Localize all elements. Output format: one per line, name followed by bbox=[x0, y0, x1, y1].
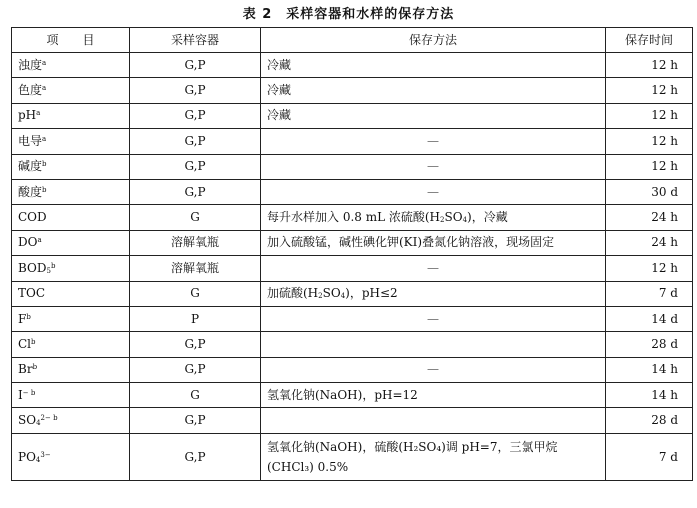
container-cell: 溶解氧瓶 bbox=[130, 256, 261, 281]
time-cell: 12 h bbox=[606, 53, 693, 78]
table-title: 表 2 采样容器和水样的保存方法 bbox=[242, 7, 455, 22]
table-row bbox=[12, 230, 693, 255]
preservation-table bbox=[11, 27, 693, 481]
time-cell: 7 d bbox=[606, 433, 693, 480]
method-cell: 氢氧化钠(NaOH)，pH=12 bbox=[261, 383, 606, 408]
table-row bbox=[12, 53, 693, 78]
container-cell: G,P bbox=[130, 154, 261, 179]
container-cell: G,P bbox=[130, 179, 261, 204]
container-cell: G bbox=[130, 383, 261, 408]
container-cell: G bbox=[130, 205, 261, 230]
table-row bbox=[12, 256, 693, 281]
item-cell: $BOD_5^b$ bbox=[12, 256, 130, 281]
table-row bbox=[12, 306, 693, 331]
item-cell: $I^{- b}$ bbox=[12, 383, 130, 408]
table-row bbox=[12, 357, 693, 382]
container-cell: G,P bbox=[130, 78, 261, 103]
method-cell bbox=[261, 332, 606, 357]
time-cell: 28 d bbox=[606, 408, 693, 433]
item-cell: $DO^a$ bbox=[12, 230, 130, 255]
time-cell: 12 h bbox=[606, 103, 693, 128]
time-cell: 12 h bbox=[606, 129, 693, 154]
method-cell: — bbox=[261, 179, 606, 204]
table-row bbox=[12, 408, 693, 433]
container-cell: G,P bbox=[130, 433, 261, 480]
header-container: 采样容器 bbox=[130, 28, 261, 53]
table-row bbox=[12, 281, 693, 306]
table-row bbox=[12, 433, 693, 480]
item-cell: COD bbox=[12, 205, 130, 230]
method-cell: 加入硫酸锰，碱性碘化钾(KI)叠氮化钠溶液，现场固定 bbox=[261, 230, 606, 255]
method-cell bbox=[261, 408, 606, 433]
time-cell: 24 h bbox=[606, 230, 693, 255]
table-row bbox=[12, 383, 693, 408]
container-cell: G,P bbox=[130, 129, 261, 154]
header-item: 项 目 bbox=[12, 28, 130, 53]
time-cell: 24 h bbox=[606, 205, 693, 230]
item-cell: 色度$^a$ bbox=[12, 78, 130, 103]
container-cell: 溶解氧瓶 bbox=[130, 230, 261, 255]
item-cell: Br$^b$ bbox=[12, 357, 130, 382]
time-cell: 28 d bbox=[606, 332, 693, 357]
time-cell: 12 h bbox=[606, 78, 693, 103]
item-cell: TOC bbox=[12, 281, 130, 306]
item-cell: 浊度$^a$ bbox=[12, 53, 130, 78]
method-cell: — bbox=[261, 154, 606, 179]
item-cell: 碱度$^b$ bbox=[12, 154, 130, 179]
method-cell: 加硫酸$(H_2SO_4)$，pH≤2 bbox=[261, 281, 606, 306]
method-cell: 冷藏 bbox=[261, 53, 606, 78]
table-row bbox=[12, 129, 693, 154]
header-time: 保存时间 bbox=[606, 28, 693, 53]
time-cell: 30 d bbox=[606, 179, 693, 204]
container-cell: G,P bbox=[130, 53, 261, 78]
method-cell: 氢氧化钠(NaOH)，硫酸(H₂SO₄)调 pH=7，三氯甲烷 (CHCl₃) 0.5% bbox=[261, 433, 606, 480]
header-method: 保存方法 bbox=[261, 28, 606, 53]
time-cell: 14 h bbox=[606, 383, 693, 408]
table-row bbox=[12, 179, 693, 204]
table-row bbox=[12, 78, 693, 103]
item-cell: $F^b$ bbox=[12, 306, 130, 331]
method-cell: 冷藏 bbox=[261, 78, 606, 103]
item-cell: Cl$^b$ bbox=[12, 332, 130, 357]
time-cell: 14 d bbox=[606, 306, 693, 331]
method-cell: — bbox=[261, 357, 606, 382]
table-row bbox=[12, 103, 693, 128]
table-row bbox=[12, 205, 693, 230]
item-cell: $SO_4^{2- b}$ bbox=[12, 408, 130, 433]
container-cell: G,P bbox=[130, 408, 261, 433]
table-row bbox=[12, 332, 693, 357]
item-cell: 酸度$^b$ bbox=[12, 179, 130, 204]
method-cell: — bbox=[261, 256, 606, 281]
item-cell: 电导$^a$ bbox=[12, 129, 130, 154]
container-cell: G,P bbox=[130, 357, 261, 382]
method-cell: 每升水样加入 0.8 mL 浓硫酸$(H_2SO_4)$，冷藏 bbox=[261, 205, 606, 230]
item-cell: $pH^a$ bbox=[12, 103, 130, 128]
method-cell: — bbox=[261, 306, 606, 331]
time-cell: 14 h bbox=[606, 357, 693, 382]
item-cell: $PO_4^{3-}$ bbox=[12, 433, 130, 480]
container-cell: G,P bbox=[130, 332, 261, 357]
method-cell: 冷藏 bbox=[261, 103, 606, 128]
container-cell: P bbox=[130, 306, 261, 331]
header-row bbox=[12, 28, 693, 53]
time-cell: 12 h bbox=[606, 154, 693, 179]
time-cell: 12 h bbox=[606, 256, 693, 281]
time-cell: 7 d bbox=[606, 281, 693, 306]
table-row bbox=[12, 154, 693, 179]
method-cell: — bbox=[261, 129, 606, 154]
container-cell: G,P bbox=[130, 103, 261, 128]
container-cell: G bbox=[130, 281, 261, 306]
